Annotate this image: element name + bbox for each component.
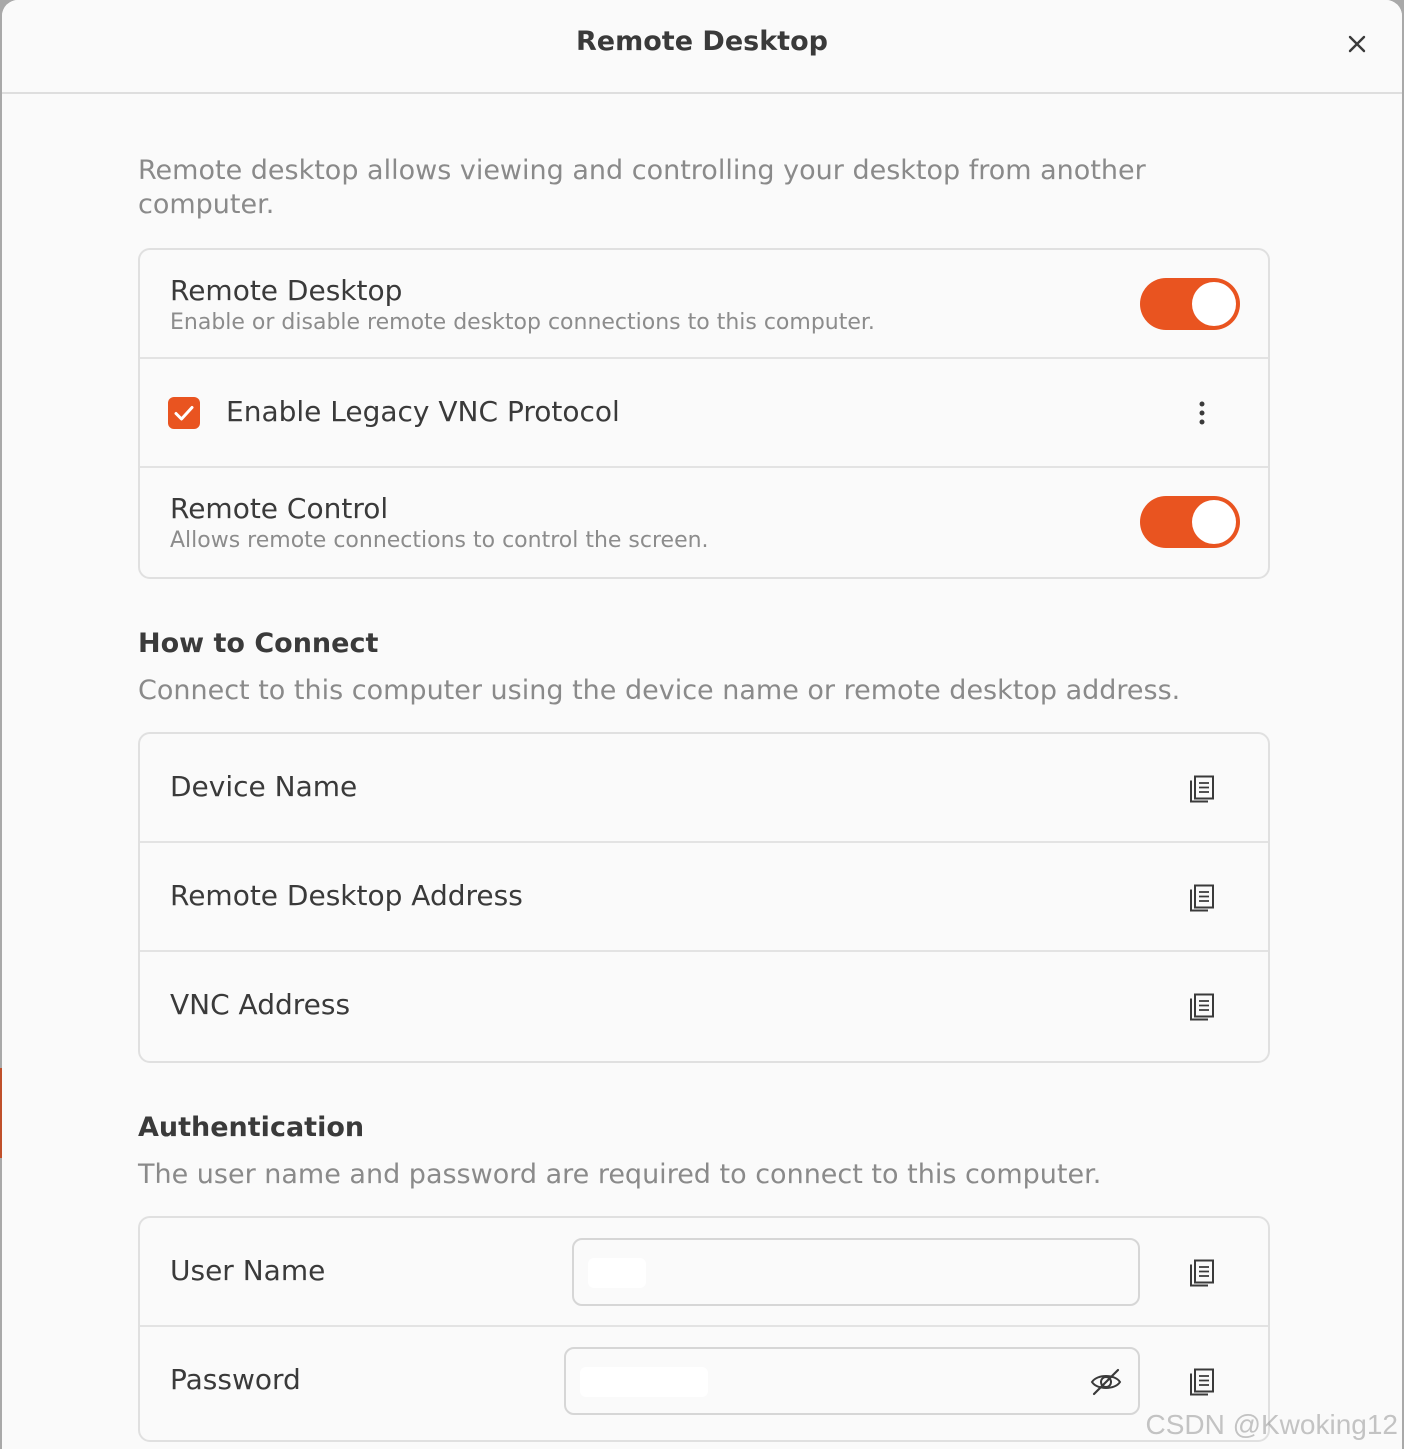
toggle-knob bbox=[1192, 282, 1236, 326]
password-value bbox=[580, 1367, 708, 1397]
copy-icon bbox=[1189, 884, 1215, 912]
copy-password-button[interactable] bbox=[1186, 1365, 1218, 1399]
eye-hidden-icon bbox=[1089, 1365, 1123, 1399]
intro-description: Remote desktop allows viewing and controlling your desktop from another computer. bbox=[138, 155, 1146, 220]
copy-icon bbox=[1189, 1368, 1215, 1396]
remote-desktop-address-label: Remote Desktop Address bbox=[170, 879, 523, 912]
remote-desktop-address-row bbox=[140, 843, 1268, 952]
copy-icon bbox=[1189, 1259, 1215, 1287]
copy-icon bbox=[1189, 775, 1215, 803]
password-label: Password bbox=[170, 1363, 301, 1396]
password-row bbox=[140, 1327, 1268, 1436]
remote-desktop-row bbox=[140, 250, 1268, 359]
remote-control-subtitle: Allows remote connections to control the screen. bbox=[170, 528, 709, 553]
authentication-title: Authentication bbox=[138, 1112, 365, 1143]
legacy-vnc-checkbox[interactable] bbox=[168, 397, 200, 429]
remote-control-toggle[interactable] bbox=[1140, 496, 1240, 548]
connection-info-card bbox=[138, 732, 1270, 1063]
close-button[interactable] bbox=[1340, 27, 1374, 61]
copy-user-name-button[interactable] bbox=[1186, 1256, 1218, 1290]
check-icon bbox=[172, 401, 196, 425]
user-name-label: User Name bbox=[170, 1254, 326, 1287]
show-password-button[interactable] bbox=[1086, 1362, 1126, 1402]
device-name-label: Device Name bbox=[170, 770, 358, 803]
user-name-row bbox=[140, 1218, 1268, 1327]
vnc-address-label: VNC Address bbox=[170, 988, 351, 1021]
remote-desktop-subtitle: Enable or disable remote desktop connections to this computer. bbox=[170, 310, 875, 335]
password-input[interactable] bbox=[564, 1347, 1140, 1415]
remote-desktop-dialog bbox=[2, 0, 1402, 1449]
device-name-row bbox=[140, 734, 1268, 843]
remote-desktop-toggle[interactable] bbox=[1140, 278, 1240, 330]
toggle-knob bbox=[1192, 500, 1236, 544]
copy-device-name-button[interactable] bbox=[1186, 772, 1218, 806]
remote-settings-card bbox=[138, 248, 1270, 579]
legacy-vnc-options-button[interactable] bbox=[1186, 397, 1218, 429]
authentication-description: The user name and password are required to connect to this computer. bbox=[138, 1159, 1102, 1190]
legacy-vnc-label: Enable Legacy VNC Protocol bbox=[226, 395, 620, 428]
how-to-connect-description: Connect to this computer using the device name or remote desktop address. bbox=[138, 675, 1181, 706]
remote-control-title: Remote Control bbox=[170, 492, 389, 525]
how-to-connect-title: How to Connect bbox=[138, 628, 379, 659]
vnc-address-row bbox=[140, 952, 1268, 1061]
dialog-title: Remote Desktop bbox=[576, 26, 828, 57]
watermark: CSDN @Kwoking12 bbox=[1145, 1409, 1398, 1440]
remote-desktop-title: Remote Desktop bbox=[170, 274, 403, 307]
authentication-card bbox=[138, 1216, 1270, 1442]
remote-control-row bbox=[140, 468, 1268, 577]
close-icon bbox=[1347, 34, 1367, 54]
copy-icon bbox=[1189, 993, 1215, 1021]
copy-remote-desktop-address-button[interactable] bbox=[1186, 881, 1218, 915]
user-name-value bbox=[588, 1258, 646, 1288]
kebab-menu-icon bbox=[1198, 400, 1206, 426]
user-name-input[interactable] bbox=[572, 1238, 1140, 1306]
legacy-vnc-row[interactable] bbox=[140, 359, 1268, 468]
copy-vnc-address-button[interactable] bbox=[1186, 990, 1218, 1024]
titlebar bbox=[2, 0, 1402, 94]
